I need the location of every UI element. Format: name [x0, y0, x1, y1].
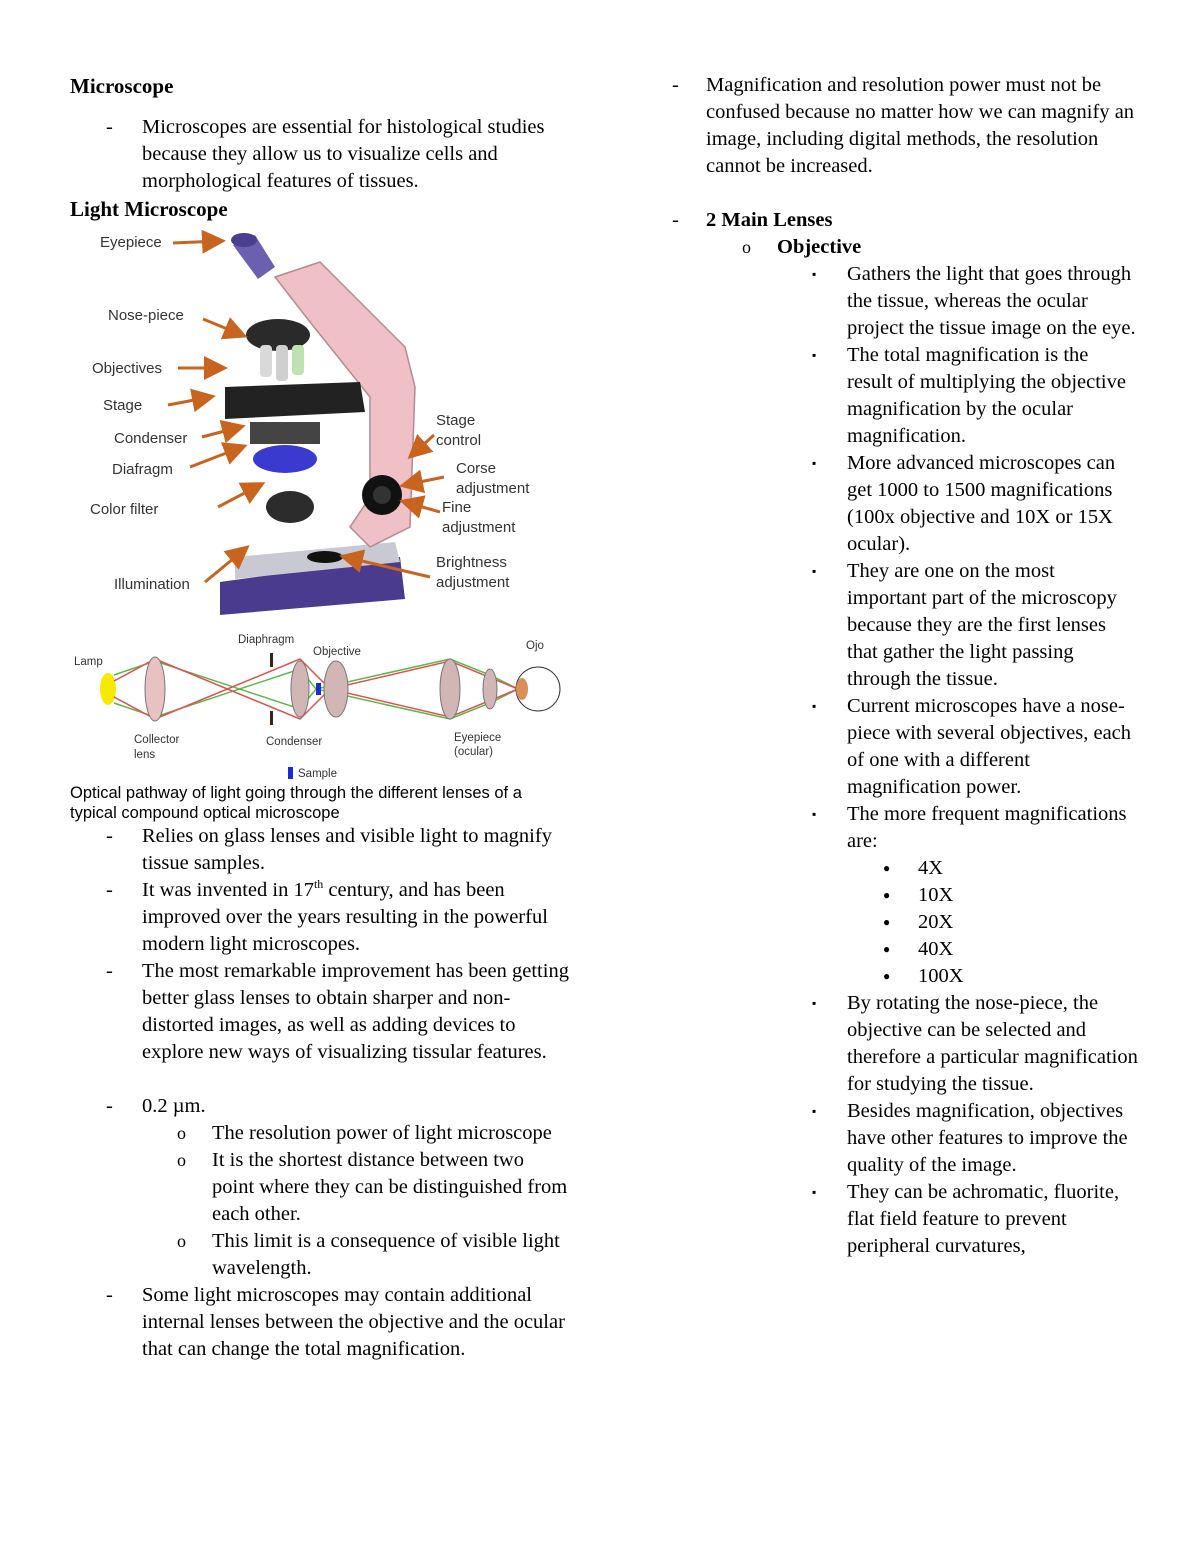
- magnification-value: 4X: [918, 857, 944, 879]
- objective-point: They can be achromatic, fluorite, flat field feature to prevent peripheral curvatures,: [847, 1181, 1120, 1257]
- figure-caption: Optical pathway of light going through the different lenses of a typical compound optical microscope: [70, 784, 522, 822]
- invented-text: [142, 879, 548, 955]
- eyepiece-top-shape: [231, 233, 257, 247]
- list-item: [70, 114, 570, 195]
- label-condenser: Condenser: [266, 736, 323, 748]
- square-marker: ▪: [812, 1185, 817, 1199]
- list-item: [668, 450, 1138, 558]
- fine-knob-shape: [373, 486, 391, 504]
- dot-marker: ●: [883, 942, 891, 956]
- objective-shape: [276, 345, 288, 381]
- label-diafragm: Diafragm: [112, 461, 173, 478]
- sub-bullet-text: The resolution power of light microscope: [212, 1122, 552, 1144]
- label-sample: Sample: [298, 768, 337, 780]
- objective-shape: [292, 345, 304, 375]
- section-title-light-microscope: Light Microscope: [70, 197, 228, 221]
- microscope-diagram: [70, 227, 570, 627]
- condenser-lens-shape: [291, 661, 309, 717]
- objective-point: Besides magnification, objectives have other features to improve the quality of the image.: [847, 1100, 1128, 1176]
- objective-point: The total magnification is the result of multiplying the objective magnification by the ocular magnification.: [847, 344, 1126, 447]
- diaphragm-bottom-shape: [270, 711, 273, 725]
- label-eyepiece-1: Eyepiece: [454, 732, 502, 744]
- label-eyepiece: Eyepiece: [100, 234, 162, 251]
- square-marker: ▪: [812, 1104, 817, 1118]
- list-item: [70, 1147, 570, 1228]
- list-item: [70, 823, 570, 877]
- section-title-microscope: Microscope: [70, 74, 174, 98]
- list-item: [668, 558, 1138, 693]
- list-item: [70, 1093, 570, 1120]
- label-collector-1: Collector: [134, 734, 180, 746]
- label-stage-control-2: control: [436, 432, 482, 449]
- bullet-text: The most remarkable improvement has been getting better glass lenses to obtain sharper and non-distorted images, as well as adding devices to explore new ways of visualizing tissular features.: [142, 960, 569, 1063]
- square-marker: ▪: [812, 267, 817, 281]
- dot-marker: ●: [883, 915, 891, 929]
- list-item: [668, 1179, 1138, 1260]
- brightness-knob-shape: [307, 551, 343, 563]
- magnification-value: 10X: [918, 884, 954, 906]
- list-item: [70, 1228, 570, 1282]
- list-item: [70, 1282, 570, 1363]
- label-corse-1: Corse: [456, 460, 497, 477]
- arrow-eyepiece: [173, 241, 220, 243]
- list-item: [70, 877, 570, 958]
- circle-marker: o: [177, 1150, 186, 1170]
- resolution-value: 0.2 µm.: [142, 1095, 206, 1117]
- eyepiece-lens-1-shape: [440, 659, 460, 719]
- list-item: [668, 1098, 1138, 1179]
- dash-marker: -: [106, 116, 113, 138]
- arrow-stage-control: [412, 435, 434, 455]
- list-item: [668, 261, 1138, 342]
- label-nosepiece: Nose-piece: [108, 307, 184, 324]
- label-corse-2: adjustment: [456, 480, 530, 497]
- main-lenses-heading: 2 Main Lenses: [706, 209, 833, 231]
- dash-marker: -: [106, 1284, 113, 1306]
- square-marker: ▪: [812, 564, 817, 578]
- objective-point: By rotating the nose-piece, the objective can be selected and therefore a particular magnification for studying the tissue.: [847, 992, 1138, 1095]
- list-item: [70, 1120, 570, 1147]
- list-item: [668, 342, 1138, 450]
- label-lamp: Lamp: [74, 656, 103, 668]
- objective-point: Current microscopes have a nose-piece with several objectives, each of one with a different magnification power.: [847, 695, 1132, 798]
- dash-marker: -: [106, 879, 113, 901]
- objective-point: The more frequent magnifications are:: [847, 803, 1127, 852]
- dash-marker: -: [106, 825, 113, 847]
- eyepiece-lens-2-shape: [483, 669, 497, 709]
- label-collector-2: lens: [134, 749, 156, 761]
- sub-bullet-text: It is the shortest distance between two point where they can be distinguished from each other.: [212, 1149, 568, 1225]
- magnification-value: 20X: [918, 911, 954, 933]
- arrow-stage: [168, 397, 210, 405]
- label-color-filter: Color filter: [90, 501, 159, 518]
- objective-shape: [260, 345, 272, 377]
- dot-marker: ●: [883, 969, 891, 983]
- label-objective: Objective: [313, 646, 361, 658]
- list-item: [668, 72, 1138, 180]
- dot-marker: ●: [883, 861, 891, 875]
- label-diaphragm: Diaphragm: [238, 634, 295, 646]
- label-stage: Stage: [103, 397, 143, 414]
- invented-text-before: It was invented in 17: [142, 879, 314, 901]
- bullet-text: Relies on glass lenses and visible light to magnify tissue samples.: [142, 825, 552, 874]
- list-item: [668, 936, 1138, 963]
- list-item: [668, 882, 1138, 909]
- list-item: [668, 234, 1138, 261]
- label-objectives: Objectives: [92, 360, 163, 377]
- left-column: [70, 72, 570, 1363]
- dash-marker: -: [672, 74, 679, 96]
- lamp-shape: [100, 673, 116, 705]
- label-fine-2: adjustment: [442, 519, 516, 536]
- dash-marker: -: [106, 1095, 113, 1117]
- diaphragm-shape: [253, 445, 317, 473]
- objective-point: They are one on the most important part of the microscopy because they are the first lenses that gather the light passing through the tissue.: [847, 560, 1117, 690]
- label-condenser: Condenser: [114, 430, 188, 447]
- circle-marker: o: [177, 1231, 186, 1251]
- square-marker: ▪: [812, 807, 817, 821]
- magnification-value: 40X: [918, 938, 954, 960]
- invented-sup: th: [313, 877, 324, 892]
- mag-res-text: Magnification and resolution power must not be confused because no matter how we can magnify an image, including digital methods, the resolution cannot be increased.: [706, 74, 1135, 177]
- dot-marker: ●: [883, 888, 891, 902]
- stage-shape: [225, 382, 365, 419]
- intro-text: Microscopes are essential for histological studies because they allow us to visualize cells and morphological features of tissues.: [142, 116, 545, 192]
- illumination-shape: [266, 491, 314, 523]
- label-illumination: Illumination: [114, 576, 190, 593]
- list-item: [668, 693, 1138, 801]
- bullet-text: Some light microscopes may contain additional internal lenses between the objective and the ocular that can change the total magnification.: [142, 1284, 565, 1360]
- invented-text-after: century, and has been improved over the years resulting in the powerful modern light microscopes.: [142, 879, 548, 955]
- list-item: [668, 855, 1138, 882]
- label-stage-control-1: Stage: [436, 412, 476, 429]
- square-marker: ▪: [812, 348, 817, 362]
- label-eyepiece-2: (ocular): [454, 746, 493, 758]
- label-ojo: Ojo: [526, 640, 544, 652]
- objective-point: Gathers the light that goes through the tissue, whereas the ocular project the tissue image on the eye.: [847, 263, 1136, 339]
- circle-marker: o: [742, 237, 751, 257]
- right-column: [668, 72, 1138, 1260]
- sample-shape: [316, 683, 321, 695]
- eye-lens-shape: [516, 678, 528, 700]
- sample-legend-swatch: [288, 767, 293, 779]
- objective-heading: Objective: [777, 236, 862, 258]
- magnification-value: 100X: [918, 965, 964, 987]
- list-item: [668, 207, 1138, 234]
- objective-lens-shape: [324, 661, 348, 717]
- square-marker: ▪: [812, 699, 817, 713]
- diaphragm-top-shape: [270, 653, 273, 667]
- label-fine-1: Fine: [442, 499, 472, 516]
- square-marker: ▪: [812, 456, 817, 470]
- collector-lens-shape: [145, 657, 165, 721]
- dash-marker: -: [106, 960, 113, 982]
- list-item: [668, 963, 1138, 990]
- list-item: [668, 990, 1138, 1098]
- arrow-condenser: [202, 427, 240, 437]
- sub-bullet-text: This limit is a consequence of visible light wavelength.: [212, 1230, 560, 1279]
- dash-marker: -: [672, 209, 679, 231]
- list-item: [70, 958, 570, 1066]
- condenser-shape: [250, 422, 320, 444]
- circle-marker: o: [177, 1123, 186, 1143]
- arrow-diafragm: [190, 447, 242, 467]
- arrow-color-filter: [218, 485, 260, 507]
- list-item: [668, 909, 1138, 936]
- optical-pathway-diagram: [70, 631, 570, 781]
- square-marker: ▪: [812, 996, 817, 1010]
- list-item: [668, 801, 1138, 855]
- label-brightness-2: adjustment: [436, 574, 510, 591]
- objective-point: More advanced microscopes can get 1000 to 1500 magnifications (100x objective and 10X or 15X ocular).: [847, 452, 1116, 555]
- label-brightness-1: Brightness: [436, 554, 507, 571]
- arrow-nosepiece: [203, 319, 242, 335]
